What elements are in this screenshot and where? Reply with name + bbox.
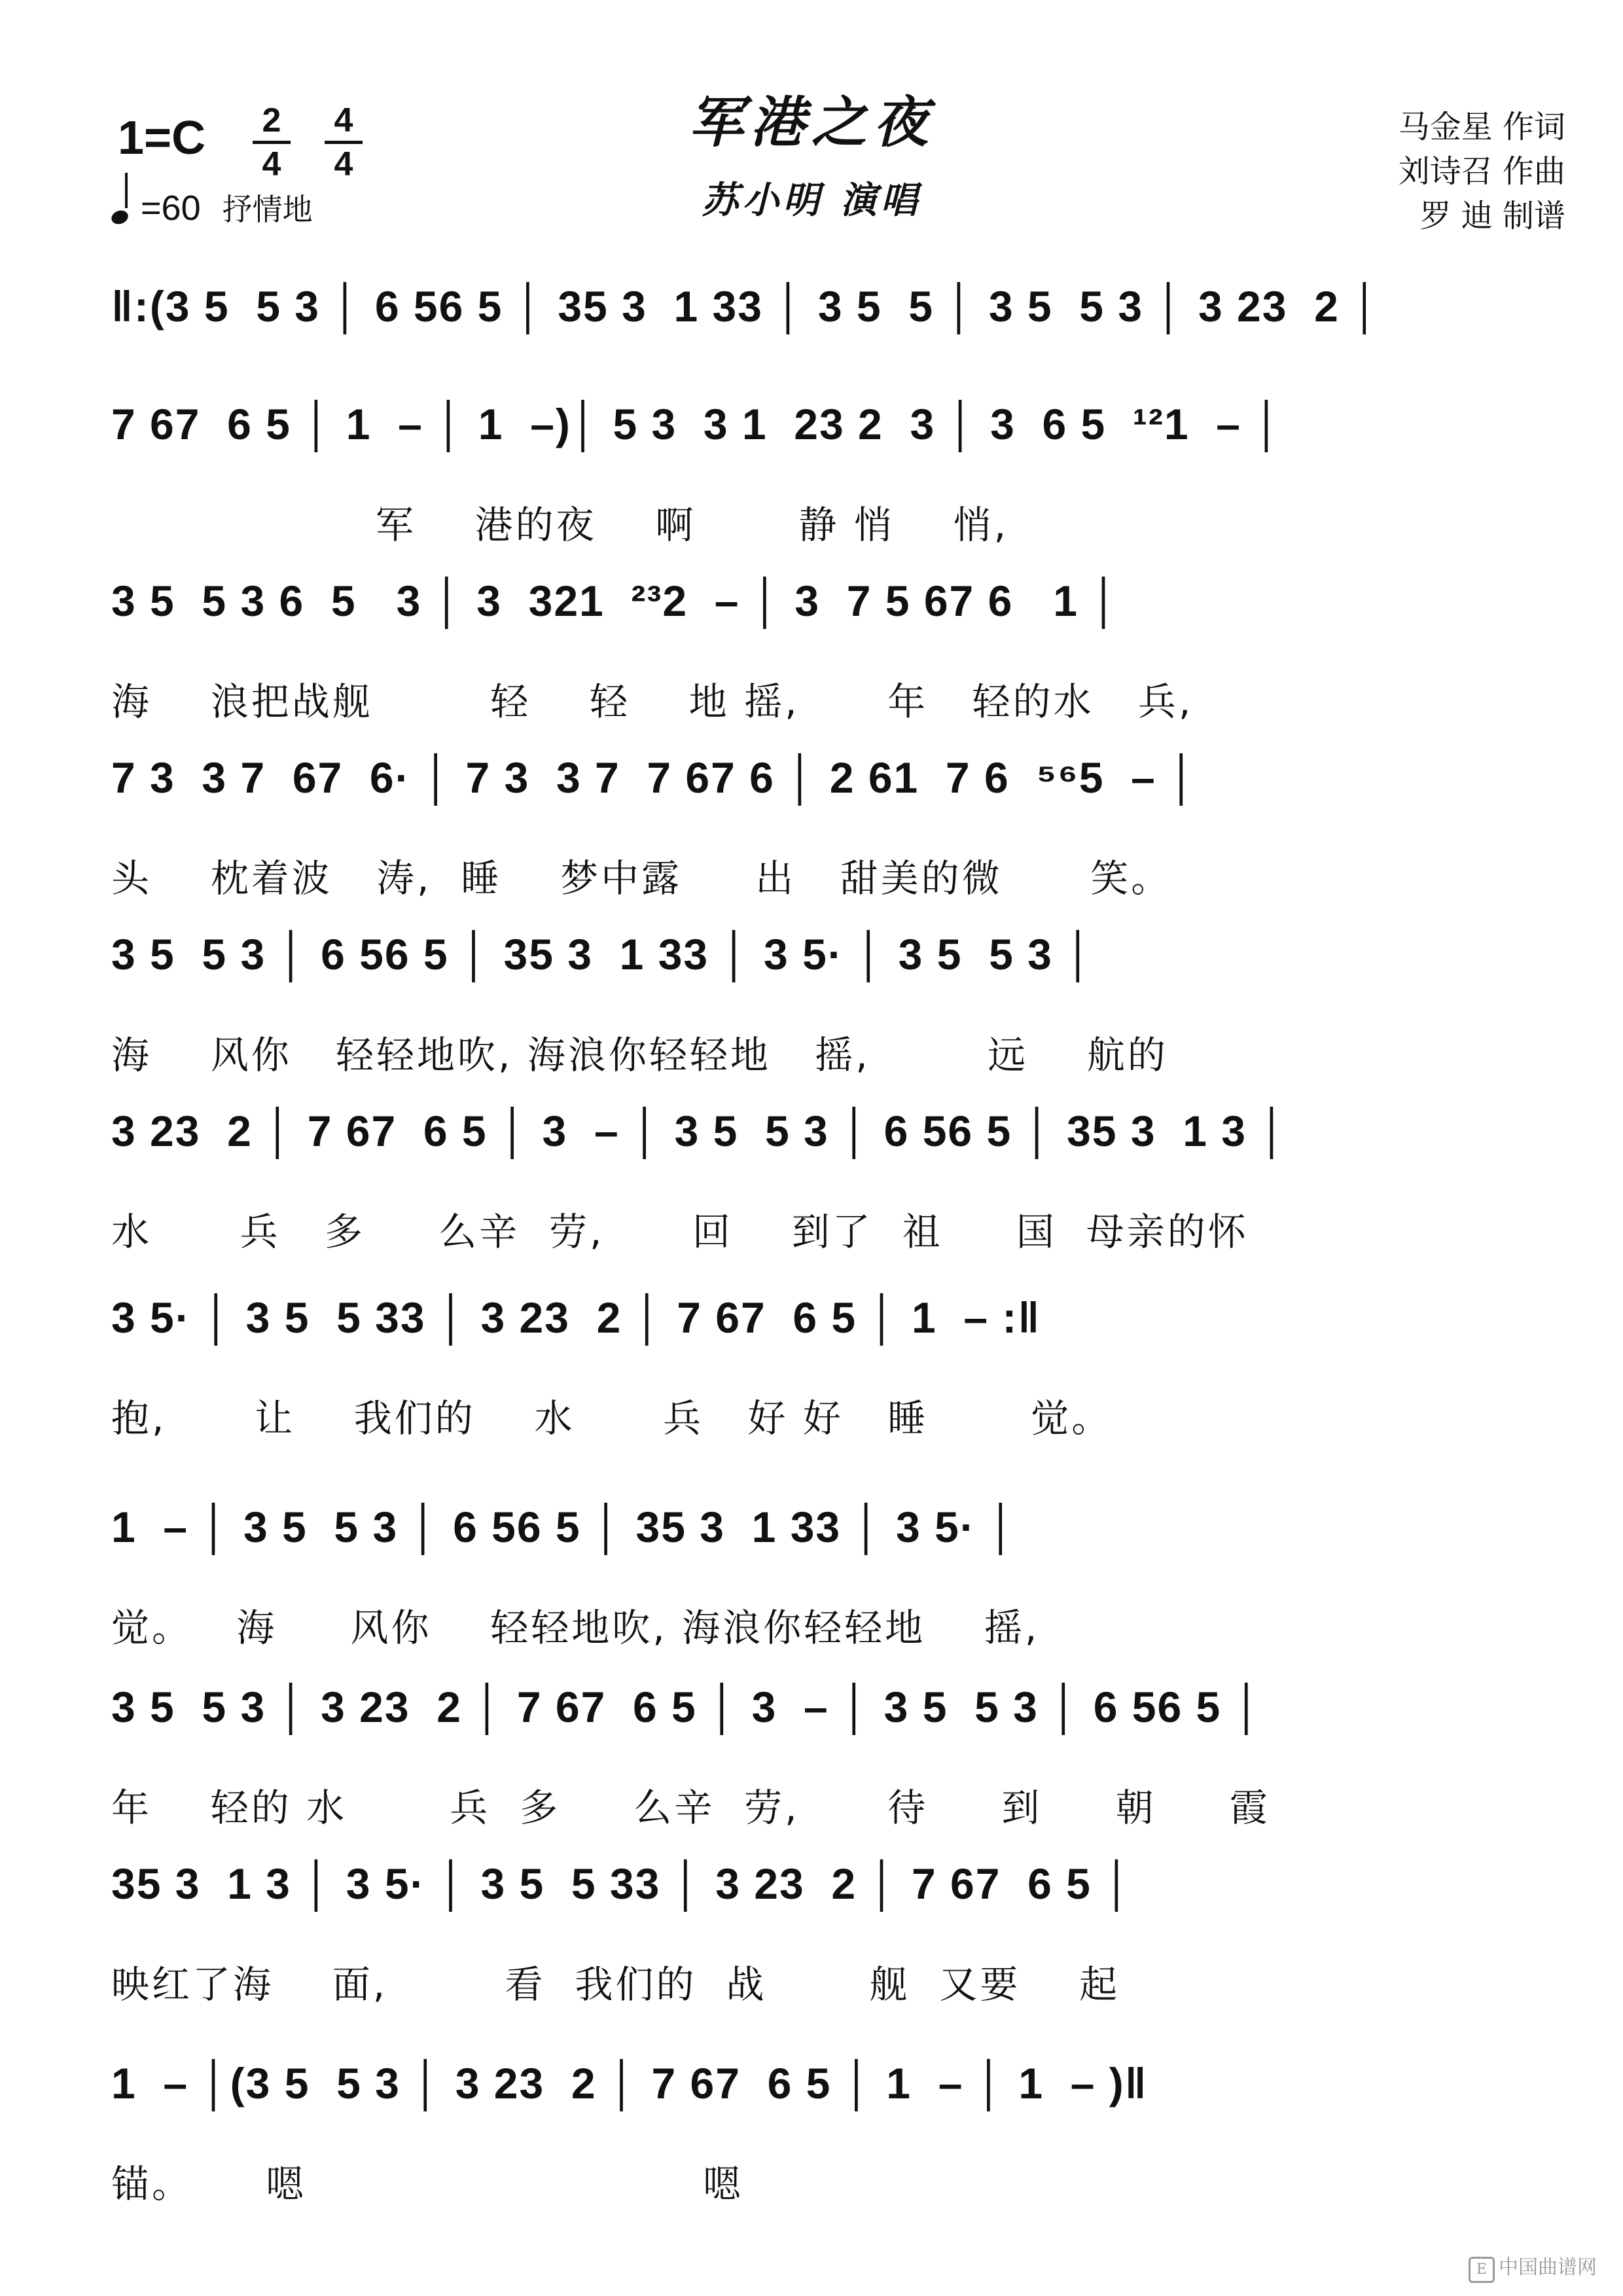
staff-line-11 [111, 2058, 1571, 2209]
staff-line-8 [111, 1502, 1571, 1653]
time-sig-divider [325, 141, 363, 144]
site-name: 中国曲谱网 [1499, 2256, 1597, 2279]
staff-line-3 [111, 576, 1571, 726]
time-signature-4-4 [321, 101, 366, 183]
lyrics: 头 枕着波 涛, 睡 梦中露 出 甜美的微 笑。 [111, 856, 1172, 901]
tempo-value: =60 [141, 188, 201, 228]
notation: 7 3 3 7 67 6· │ 7 3 3 7 7 67 6 │ 2 61 7 6 ⁵⁶5 – │ [111, 753, 1198, 802]
song-title: 军港之夜 [688, 90, 935, 154]
lyrics: 抱, 让 我们的 水 兵 好 好 睡 觉。 [111, 1396, 1113, 1441]
staff-line-2 [111, 399, 1571, 550]
notation: 1 – │ 3 5 5 3 │ 6 56 5 │ 35 3 1 33 │ 3 5· │ [111, 1503, 1018, 1551]
time-sig-top: 2 [262, 101, 281, 139]
notation: 3 5 5 3 │ 3 23 2 │ 7 67 6 5 │ 3 – │ 3 5 5 3 │ 6 56 5 │ [111, 1683, 1263, 1731]
staff-line-4 [111, 753, 1571, 903]
quarter-note-icon [109, 208, 130, 226]
notation: 3 5 5 3 6 5 3 │ 3 321 ²³2 – │ 3 7 5 67 6 1 │ [111, 577, 1120, 625]
time-sig-top: 4 [334, 101, 353, 139]
lyrics: 军 港的夜 啊 静 悄 悄, [111, 503, 1009, 547]
notation: 3 5· │ 3 5 5 33 │ 3 23 2 │ 7 67 6 5 │ 1 – :‖ [111, 1293, 1041, 1342]
lyrics: 海 浪把战舰 轻 轻 地 摇, 年 轻的水 兵, [111, 679, 1194, 724]
tempo-mood: 抒情地 [222, 192, 313, 227]
lyrics: 海 风你 轻轻地吹, 海浪你轻轻地 摇, 远 航的 [111, 1033, 1168, 1077]
staff-line-5 [111, 929, 1571, 1080]
lyricist: 马金星 作词 [1398, 109, 1565, 145]
credits [1399, 105, 1565, 238]
notation: 1 – │(3 5 5 3 │ 3 23 2 │ 7 67 6 5 │ 1 – │ 1 – )‖ [111, 2059, 1148, 2108]
notation: ‖:(3 5 5 3 │ 6 56 5 │ 35 3 1 33 │ 3 5 5 │ 3 5 5 3 │ 3 23 2 │ [111, 282, 1382, 331]
staff-line-6 [111, 1106, 1571, 1257]
tempo-marking [111, 185, 313, 229]
composer: 刘诗召 作曲 [1398, 153, 1565, 190]
staff-line-7 [111, 1293, 1571, 1443]
lyrics: 水 兵 多 么辛 劳, 回 到了 祖 国 母亲的怀 [111, 1210, 1249, 1254]
singer-credit: 苏小明 演唱 [702, 179, 921, 222]
lyrics: 年 轻的 水 兵 多 么辛 劳, 待 到 朝 霞 [111, 1785, 1270, 1830]
staff-line-10 [111, 1859, 1571, 2009]
lyrics: 映红了海 面, 看 我们的 战 舰 又要 起 [111, 1962, 1120, 2007]
time-sig-bottom: 4 [262, 145, 281, 183]
lyrics: 觉。 海 风你 轻轻地吹, 海浪你轻轻地 摇, [111, 1605, 1040, 1650]
quarter-note-stem [125, 173, 128, 208]
notation: 3 23 2 │ 7 67 6 5 │ 3 – │ 3 5 5 3 │ 6 56 5 │ 35 3 1 3 │ [111, 1107, 1289, 1155]
time-sig-divider [253, 141, 291, 144]
transcriber: 罗 迪 制谱 [1419, 198, 1565, 234]
lyrics: 锚。 嗯 嗯 [111, 2162, 743, 2206]
site-logo [1469, 2251, 1597, 2283]
site-logo-icon: E [1469, 2257, 1495, 2283]
key-signature: 1=C [118, 112, 206, 164]
notation: 7 67 6 5 │ 1 – │ 1 –)│ 5 3 3 1 23 2 3 │ 3 6 5 ¹²1 – │ [111, 400, 1283, 448]
time-signature-2-4 [249, 101, 294, 183]
staff-line-9 [111, 1682, 1571, 1833]
notation: 35 3 1 3 │ 3 5· │ 3 5 5 33 │ 3 23 2 │ 7 67 6 5 │ [111, 1859, 1133, 1908]
notation: 3 5 5 3 │ 6 56 5 │ 35 3 1 33 │ 3 5· │ 3 5 5 3 │ [111, 930, 1095, 978]
time-sig-bottom: 4 [334, 145, 353, 183]
